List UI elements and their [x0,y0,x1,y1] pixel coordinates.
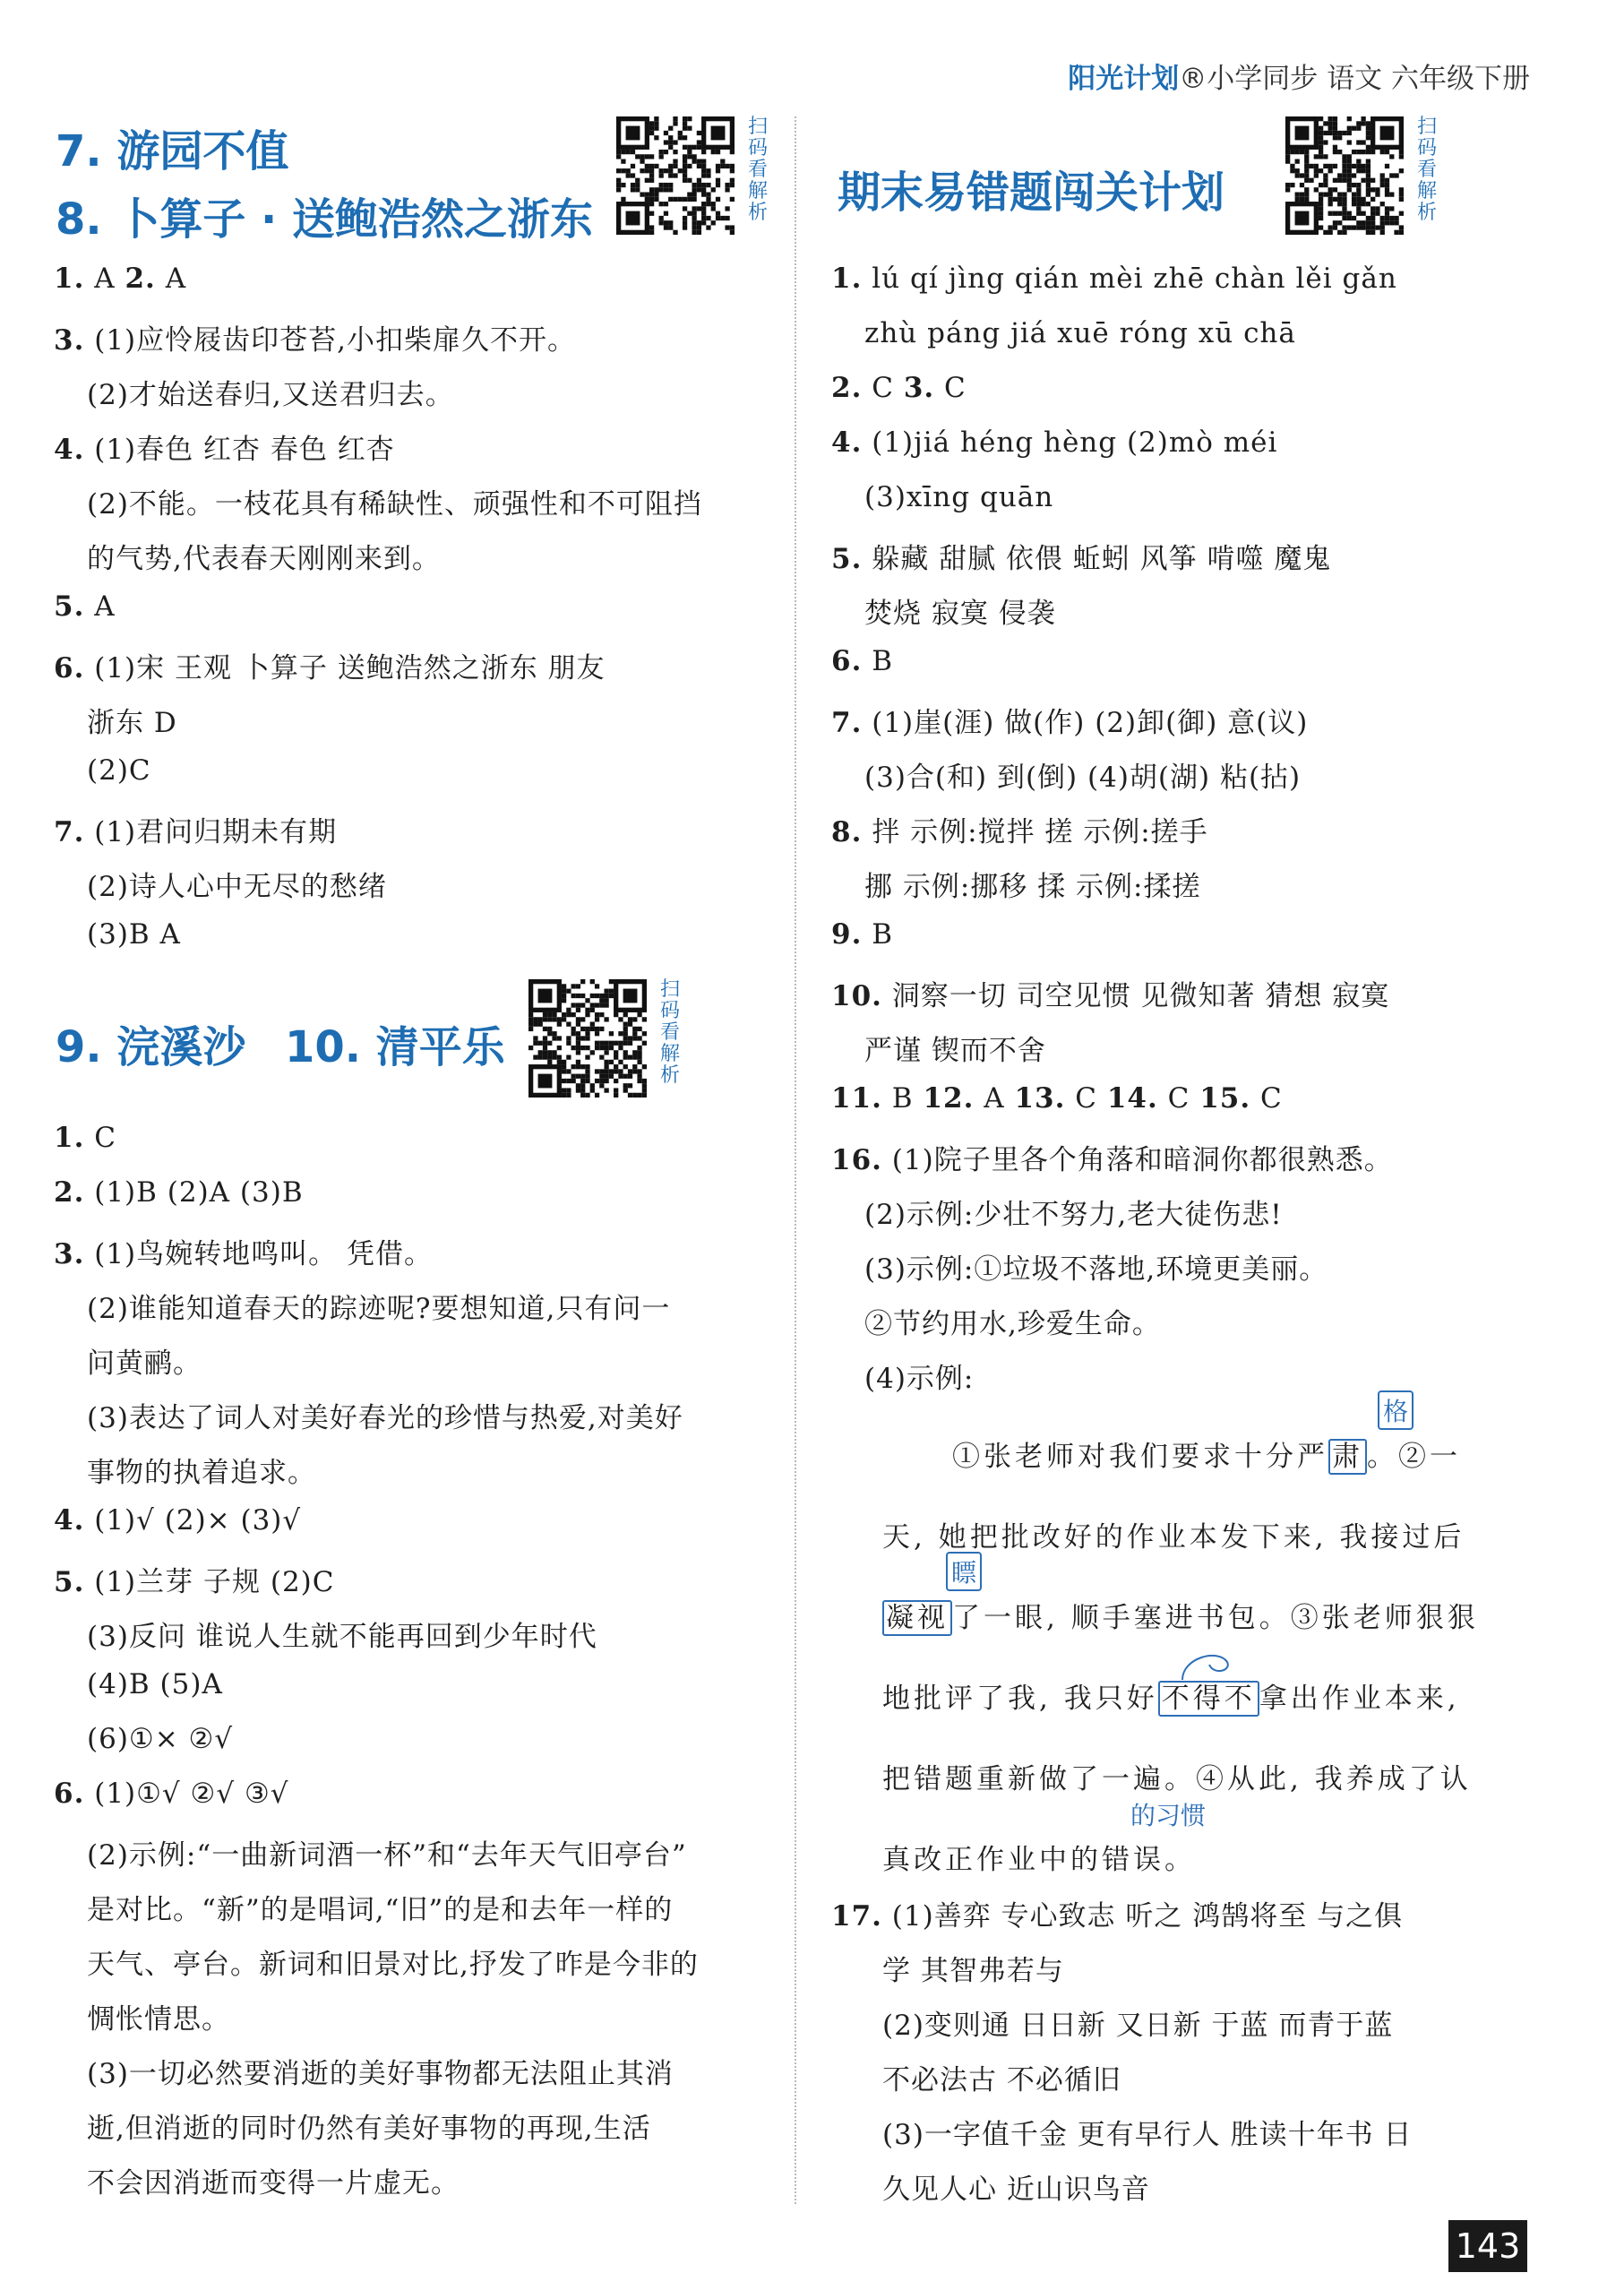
correction-note-piao: 瞟 [946,1552,982,1591]
answer-line [831,973,1389,1013]
answer-line [831,1137,1393,1177]
qr-caption: 扫码看解析 [747,116,768,224]
question-number: 3. [54,1238,85,1270]
answer-line [831,536,1331,576]
question-number: 6. [54,652,85,684]
question-number: 13. [1014,1082,1066,1115]
essay-line-1 [952,1433,1461,1474]
essay-text: 。②一 [1367,1441,1461,1473]
question-number: 3. [54,324,85,357]
question-number: 2. [831,372,863,404]
question-number: 9. [831,918,863,951]
answer-text: (4)B (5)A [87,1668,223,1700]
brand-name: 阳光计划 [1068,63,1180,95]
question-number: 6. [831,645,863,677]
answer-text: (3)合(和) 到(倒) (4)胡(湖) 粘(拈) [864,762,1302,794]
answer-line [54,1122,116,1154]
answer-text: C [1250,1082,1283,1115]
answer-text: 浙东 D [87,707,177,739]
answer-text: lú qí jìng qián mèi zhē chàn lěi gǎn [862,263,1397,295]
qr-code-icon[interactable] [528,979,647,1098]
qr-caption: 扫码看解析 [659,978,680,1087]
answer-line [87,481,702,521]
answer-text: (2)不能。一枝花具有稀缺性、顽强性和不可阻挡 [87,488,702,521]
answer-line [54,1176,304,1209]
answer-line [831,1082,1283,1115]
question-number: 2. [125,263,156,295]
answer-text: ②节约用水,珍爱生命。 [864,1308,1161,1340]
answer-line [87,1832,687,1872]
answer-text: C [934,372,967,404]
answer-line [831,809,1208,849]
answer-text: (3)反问 谁说人生就不能再回到少年时代 [87,1621,597,1653]
answer-line [87,1723,233,1755]
answer-text: (2)才始送春归,又送君归去。 [87,379,454,411]
answer-text: 学 其智弗若与 [882,1955,1064,1987]
column-divider [795,116,796,2204]
marked-word-budebu: 不得不 [1158,1681,1259,1717]
answer-text: A [974,1082,1015,1115]
answer-line [54,1504,301,1537]
answer-line [54,1559,334,1599]
answer-line [831,426,1277,459]
essay-line-6: 真改正作业中的错误。 [882,1844,1196,1876]
answer-line [87,2051,674,2091]
answer-text: (1)B (2)A (3)B [84,1176,304,1209]
answer-text: (1)jiá héng hèng (2)mò méi [862,426,1278,459]
answer-line [54,317,576,357]
answer-text: A [84,263,125,295]
answer-text: 的气势,代表春天刚刚来到。 [87,543,441,575]
question-number: 6. [54,1778,85,1810]
section-title-10: 10. 清平乐 [285,1022,505,1072]
answer-line [87,1887,673,1927]
answer-line [87,372,454,412]
answer-text: 躲藏 甜腻 依偎 蚯蚓 风筝 啃噬 魔鬼 [862,543,1332,575]
answer-text: (1)院子里各个角落和暗洞你都很熟悉。 [881,1144,1393,1176]
answer-line [87,1668,223,1700]
answer-text: (1)应怜屐齿印苍苔,小扣柴扉久不开。 [84,324,576,357]
answer-line [87,918,181,951]
answer-line [831,1893,1403,1933]
answer-line [882,2112,1412,2152]
answer-text: (6)①× ②√ [87,1723,234,1755]
answer-text: (1)宋 王观 卜算子 送鲍浩然之浙东 朋友 [84,652,606,684]
answer-line [831,918,893,951]
answer-text: 挪 示例:挪移 揉 示例:揉搓 [864,871,1201,903]
answer-line [882,2166,1150,2207]
answer-line [87,1340,202,1381]
answer-text: (2)诗人心中无尽的愁绪 [87,871,387,903]
question-number: 15. [1199,1082,1251,1115]
answer-text: (1)君问归期未有期 [84,816,338,848]
question-number: 11. [831,1082,882,1115]
answer-text: 久见人心 近山识鸟音 [882,2174,1150,2206]
answer-text: (1)①√ ②√ ③√ [84,1778,289,1810]
question-number: 2. [54,1176,85,1209]
qr-code-icon[interactable] [1285,116,1404,235]
answer-text: 逝,但消逝的同时仍然有美好事物的再现,生活 [87,2113,651,2145]
answer-text: C [84,1122,116,1154]
essay-text: ①张老师对我们要求十分严 [952,1441,1328,1473]
answer-line [831,700,1308,740]
answer-text: (3)示例:①垃圾不落地,环境更美丽。 [864,1253,1328,1286]
answer-text: 事物的执着追求。 [87,1457,316,1489]
answer-text: B [862,918,894,951]
answer-text: C [862,372,904,404]
delete-mark-icon [1164,1640,1272,1684]
essay-text: 了一眼, 顺手塞进书包。③张老师狠狠 [952,1602,1479,1634]
answer-line [864,481,1053,513]
answer-text: (1)善弈 专心致志 听之 鸿鹄将至 与之俱 [881,1900,1404,1933]
question-number: 4. [54,1504,85,1537]
answer-text: zhù páng jiá xuē róng xū chā [864,317,1296,349]
question-number: 3. [903,372,935,404]
section-title-9: 9. 浣溪沙 [56,1022,246,1072]
answer-line [54,1778,288,1810]
answer-text: (1)崖(涯) 做(作) (2)卸(御) 意(议) [862,707,1309,739]
marked-word-ningshi: 凝视 [882,1600,952,1636]
question-number: 16. [831,1144,882,1176]
answer-line [87,1941,699,1982]
answer-line [87,700,177,740]
question-number: 17. [831,1900,882,1933]
answer-text: (1)春色 红杏 春色 红杏 [84,434,395,466]
answer-line [87,864,387,904]
answer-text: 不必法古 不必循旧 [882,2064,1121,2096]
answer-line [87,1996,230,2036]
question-number: 7. [831,707,863,739]
answer-line [864,1356,974,1396]
answer-line [864,754,1301,795]
question-number: 10. [831,980,882,1012]
answer-text: 拌 示例:搅拌 搓 示例:搓手 [862,816,1208,848]
answer-text: (1)√ (2)× (3)√ [84,1504,302,1537]
answer-line [87,1395,683,1435]
question-number: 12. [923,1082,975,1115]
answer-line [882,2002,1393,2043]
answer-text: (3)B A [87,918,181,951]
answer-line [54,426,395,467]
question-number: 1. [54,263,85,295]
question-number: 1. [831,263,863,295]
question-number: 14. [1106,1082,1158,1115]
answer-line [54,645,606,685]
answer-text: 是对比。“新”的是唱词,“旧”的是和去年一样的 [87,1894,674,1926]
answer-text: B [862,645,894,677]
answer-line [87,536,441,576]
question-number: 5. [54,1566,85,1598]
essay-text: 拿出作业本来, [1259,1683,1460,1715]
answer-text: (2)谁能知道春天的踪迹呢?要想知道,只有问一 [87,1293,671,1325]
answer-text: (1)兰芽 子规 (2)C [84,1566,335,1598]
answer-text: (2)示例:少壮不努力,老大徒伤悲! [864,1199,1283,1231]
answer-line [831,645,893,677]
answer-text: (2)变则通 日日新 又日新 于蓝 而青于蓝 [882,2010,1394,2042]
answer-text: (4)示例: [864,1363,975,1395]
answer-text: 天气、亭台。新词和旧景对比,抒发了昨是今非的 [87,1949,699,1981]
answer-line [87,1614,597,1654]
answer-line [864,317,1296,349]
answer-line [54,809,337,849]
answer-line [864,1301,1161,1341]
qr-code-icon[interactable] [616,116,735,235]
essay-line-5: 把错题重新做了一遍。④从此, 我养成了认 [882,1763,1472,1795]
answer-text: (2)示例:“一曲新词酒一杯”和“去年天气旧亭台” [87,1839,687,1872]
book-info: 小学同步 语文 六年级下册 [1207,63,1530,95]
answer-text: 问黄鹂。 [87,1347,202,1380]
answer-line [87,754,151,787]
answer-text: (3)xīng quān [864,481,1054,513]
section-title-7: 7. 游园不值 [56,126,289,176]
answer-line [54,590,116,623]
essay-text: 地批评了我, 我只好 [882,1683,1158,1715]
answer-line [831,372,967,404]
question-number: 1. [54,1122,85,1154]
answer-line [864,590,1056,631]
page-header [1068,56,1530,96]
final-review-title: 期末易错题闯关计划 [838,168,1225,218]
answer-text: (2)C [87,754,151,787]
registered-mark: ® [1179,63,1207,95]
answer-text: (1)鸟婉转地鸣叫。 凭借。 [84,1238,433,1270]
answer-line [87,2105,651,2146]
answer-line [831,263,1397,295]
qr-caption: 扫码看解析 [1416,116,1437,224]
essay-line-2: 天, 她把批改好的作业本发下来, 我接过后 [882,1521,1465,1554]
answer-text: 焚烧 寂寞 侵袭 [864,598,1056,630]
answer-line [882,1948,1064,1988]
question-number: 5. [831,543,863,575]
answer-text: A [155,263,187,295]
question-number: 4. [831,426,863,459]
correction-note-habit: 的习惯 [1130,1801,1207,1830]
answer-text: C [1157,1082,1200,1115]
essay-line-3 [882,1595,1479,1635]
answer-text: C [1065,1082,1107,1115]
answer-text: B [881,1082,924,1115]
answer-text: (3)表达了词人对美好春光的珍惜与热爱,对美好 [87,1402,683,1434]
question-number: 4. [54,434,85,466]
question-number: 8. [831,816,863,848]
answer-text: 洞察一切 司空见惯 见微知著 猜想 寂寞 [881,980,1390,1012]
answer-line [864,864,1200,904]
answer-line [87,1450,316,1490]
marked-word-su: 肃 [1328,1439,1367,1475]
correction-note-ge: 格 [1378,1390,1413,1430]
answer-line [864,1246,1328,1287]
answer-line [864,1192,1283,1232]
answer-text: A [84,590,116,623]
answer-line [54,263,186,295]
answer-line [882,2057,1121,2097]
answer-text: (3)一切必然要消逝的美好事物都无法阻止其消 [87,2058,674,2090]
answer-line [87,1286,670,1326]
section-title-8: 8. 卜算子 · 送鲍浩然之浙东 [56,194,594,245]
answer-text: (3)一字值千金 更有早行人 胜读十年书 日 [882,2119,1413,2151]
answer-text: 不会因消逝而变得一片虚无。 [87,2167,460,2200]
answer-text: 严谨 锲而不舍 [864,1035,1046,1067]
answer-text: 惆怅情思。 [87,2003,230,2036]
page-number: 143 [1448,2220,1527,2272]
answer-line [54,1231,433,1271]
answer-line [864,1028,1046,1068]
answer-line [87,2160,460,2200]
question-number: 7. [54,816,85,848]
question-number: 5. [54,590,85,623]
